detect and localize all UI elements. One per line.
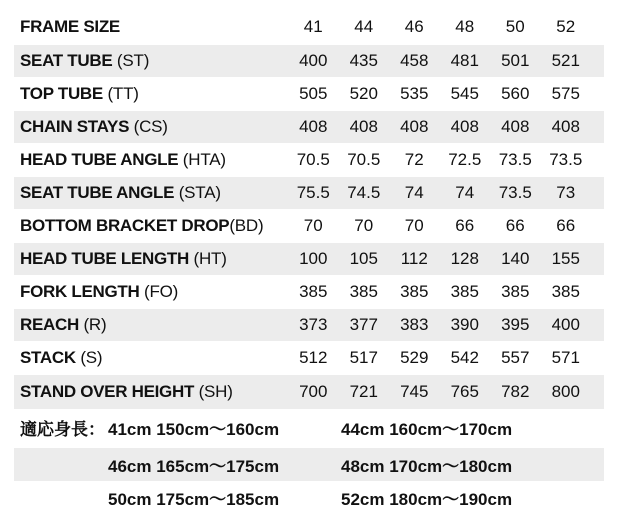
value-cell: 74 (404, 183, 424, 202)
measurement-abbr: (HTA) (178, 150, 226, 169)
measurement-abbr: (BD) (229, 216, 264, 235)
value-cell: 529 (400, 348, 429, 367)
value-cell: 435 (349, 51, 378, 70)
value-cell: 400 (551, 315, 580, 334)
value-cell: 385 (450, 282, 479, 301)
value-cell: 545 (450, 84, 479, 103)
value-cell: 377 (349, 315, 378, 334)
measurement-label (14, 117, 284, 137)
value-cells (288, 282, 591, 302)
measurement-row (14, 144, 604, 176)
measurement-name: HEAD TUBE ANGLE (20, 150, 179, 169)
measurement-label (14, 315, 284, 335)
value-cells (288, 382, 591, 402)
measurement-name: SEAT TUBE (20, 51, 113, 70)
measurement-row (14, 78, 604, 110)
size-cell: 44 (354, 17, 374, 36)
measurement-abbr: (TT) (102, 84, 139, 103)
measurement-name: BOTTOM BRACKET DROP (20, 216, 230, 235)
measurement-label (14, 150, 284, 170)
value-cell: 383 (400, 315, 429, 334)
fit-range: 41cm 150cm〜160cm (108, 419, 280, 439)
measurement-row (14, 111, 604, 143)
value-cell: 400 (299, 51, 328, 70)
measurement-name: STACK (20, 348, 76, 367)
measurement-row (14, 276, 604, 308)
fit-range: 44cm 160cm〜170cm (341, 419, 513, 439)
value-cell: 408 (299, 117, 328, 136)
value-cell: 128 (450, 249, 479, 268)
fit-row-3 (14, 481, 604, 513)
value-cell: 560 (501, 84, 530, 103)
value-cell: 70.5 (347, 150, 381, 169)
value-cell: 390 (450, 315, 479, 334)
value-cell: 395 (501, 315, 530, 334)
value-cells (288, 315, 591, 335)
value-cell: 140 (501, 249, 530, 268)
frame-size-label-text: FRAME SIZE (20, 17, 120, 36)
measurement-label (14, 216, 284, 236)
value-cell: 521 (551, 51, 580, 70)
value-cell: 70 (354, 216, 374, 235)
measurement-abbr: (FO) (139, 282, 179, 301)
value-cells (288, 348, 591, 368)
value-cell: 517 (349, 348, 378, 367)
fit-row-1 (14, 411, 604, 443)
fit-range: 50cm 175cm〜185cm (108, 489, 280, 509)
value-cell: 385 (400, 282, 429, 301)
value-cell: 73 (556, 183, 576, 202)
value-cell: 408 (400, 117, 429, 136)
value-cell: 535 (400, 84, 429, 103)
measurement-label (14, 84, 284, 104)
value-cell: 700 (299, 382, 328, 401)
value-cell: 575 (551, 84, 580, 103)
measurement-name: STAND OVER HEIGHT (20, 382, 195, 401)
value-cell: 557 (501, 348, 530, 367)
value-cell: 520 (349, 84, 378, 103)
measurement-abbr: (R) (78, 315, 107, 334)
size-cells (288, 17, 591, 37)
fit-range: 52cm 180cm〜190cm (341, 489, 513, 509)
value-cell: 75.5 (296, 183, 330, 202)
value-cell: 100 (299, 249, 328, 268)
size-cell: 52 (556, 17, 576, 36)
fit-range: 48cm 170cm〜180cm (341, 457, 513, 476)
value-cell: 385 (299, 282, 328, 301)
value-cell: 408 (349, 117, 378, 136)
value-cells (288, 249, 591, 269)
value-cell: 385 (551, 282, 580, 301)
value-cell: 408 (551, 117, 580, 136)
measurement-row (14, 45, 604, 77)
measurement-name: FORK LENGTH (20, 282, 140, 301)
value-cell: 105 (349, 249, 378, 268)
size-cell: 41 (303, 17, 323, 36)
size-cell: 48 (455, 17, 475, 36)
value-cells (288, 117, 591, 137)
value-cell: 72 (404, 150, 424, 169)
measurement-row (14, 177, 604, 209)
value-cell: 408 (450, 117, 479, 136)
value-cell: 481 (450, 51, 479, 70)
value-cell: 385 (349, 282, 378, 301)
value-cell: 73.5 (498, 150, 532, 169)
value-cells (288, 216, 591, 236)
measurement-row (14, 375, 604, 409)
value-cell: 505 (299, 84, 328, 103)
value-cell: 385 (501, 282, 530, 301)
value-cell: 571 (551, 348, 580, 367)
value-cells (288, 84, 591, 104)
measurement-label (14, 51, 284, 71)
measurement-abbr: (SH) (194, 382, 233, 401)
value-cell: 765 (450, 382, 479, 401)
value-cell: 74 (455, 183, 475, 202)
value-cell: 70 (303, 216, 323, 235)
fit-row-2 (14, 448, 604, 481)
size-cell: 50 (505, 17, 525, 36)
value-cells (288, 51, 591, 71)
value-cell: 74.5 (347, 183, 381, 202)
measurement-name: TOP TUBE (20, 84, 103, 103)
value-cell: 721 (349, 382, 378, 401)
value-cell: 66 (505, 216, 525, 235)
measurement-abbr: (S) (75, 348, 103, 367)
value-cells (288, 183, 591, 203)
value-cell: 501 (501, 51, 530, 70)
value-cell: 408 (501, 117, 530, 136)
value-cell: 70.5 (296, 150, 330, 169)
measurement-label (14, 382, 284, 402)
measurement-name: REACH (20, 315, 79, 334)
measurement-label (14, 282, 284, 302)
measurement-row (14, 243, 604, 275)
value-cell: 73.5 (498, 183, 532, 202)
value-cell: 458 (400, 51, 429, 70)
value-cell: 512 (299, 348, 328, 367)
value-cell: 73.5 (549, 150, 583, 169)
fit-range: 46cm 165cm〜175cm (108, 457, 280, 476)
value-cell: 782 (501, 382, 530, 401)
measurement-label (14, 183, 284, 203)
header-row (14, 12, 604, 42)
measurement-name: HEAD TUBE LENGTH (20, 249, 189, 268)
size-cell: 46 (404, 17, 424, 36)
measurement-name: CHAIN STAYS (20, 117, 130, 136)
measurement-abbr: (STA) (174, 183, 221, 202)
value-cell: 800 (551, 382, 580, 401)
measurement-abbr: (ST) (112, 51, 150, 70)
measurement-label (14, 348, 284, 368)
frame-size-label (14, 17, 284, 37)
value-cell: 70 (404, 216, 424, 235)
measurement-name: SEAT TUBE ANGLE (20, 183, 175, 202)
measurement-row (14, 309, 604, 341)
measurement-abbr: (CS) (129, 117, 168, 136)
value-cell: 542 (450, 348, 479, 367)
measurement-label (14, 249, 284, 269)
measurement-row (14, 342, 604, 374)
value-cell: 745 (400, 382, 429, 401)
value-cell: 66 (556, 216, 576, 235)
value-cell: 72.5 (448, 150, 482, 169)
fit-title: 適応身長： (20, 419, 105, 439)
value-cell: 66 (455, 216, 475, 235)
measurement-row (14, 210, 604, 242)
value-cells (288, 150, 591, 170)
value-cell: 155 (551, 249, 580, 268)
value-cell: 373 (299, 315, 328, 334)
measurement-abbr: (HT) (188, 249, 227, 268)
value-cell: 112 (400, 249, 428, 268)
